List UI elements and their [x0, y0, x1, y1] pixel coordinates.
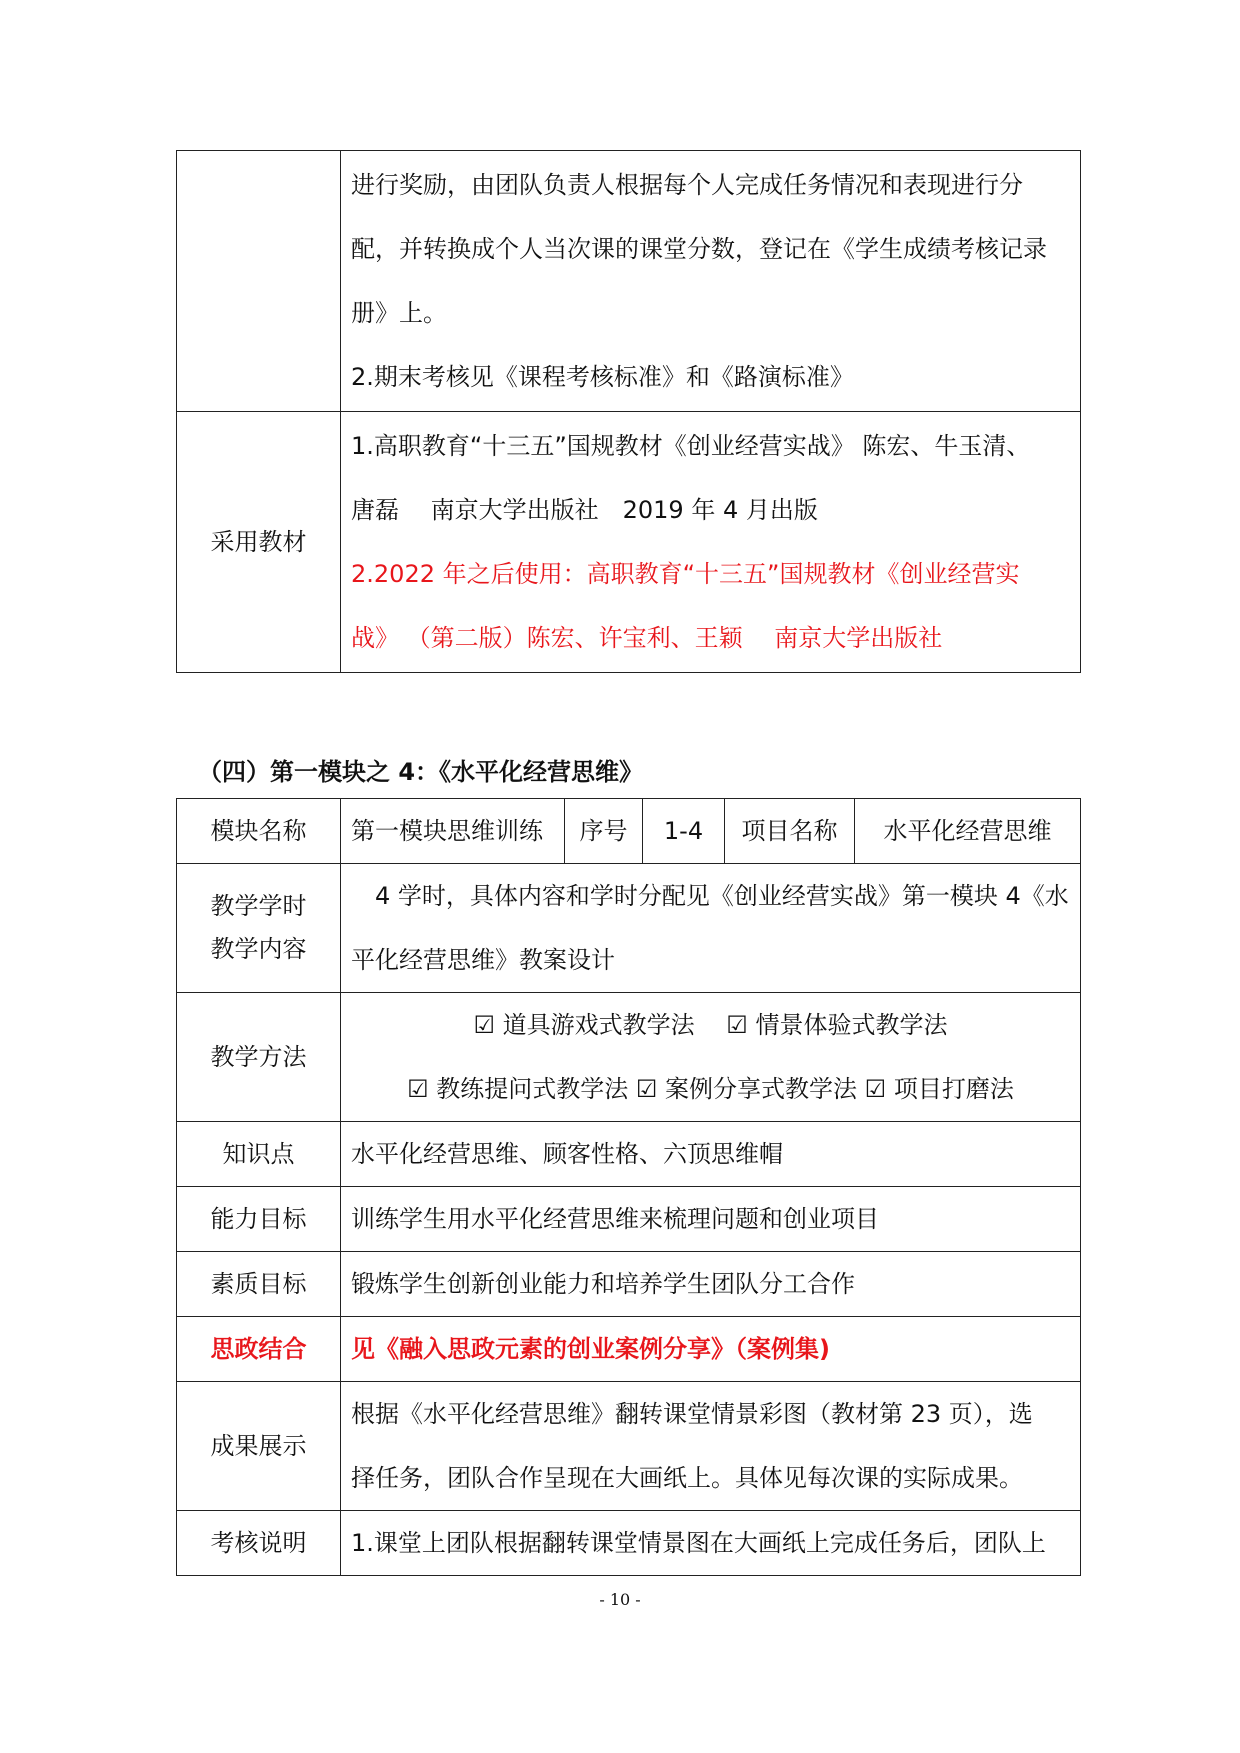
textbook-label: 采用教材: [177, 412, 341, 673]
exam-row: [177, 1511, 1081, 1576]
quality-value: 锻炼学生创新创业能力和培养学生团队分工合作: [341, 1252, 1081, 1317]
textbook-line: 唐磊 南京大学出版社 2019 年 4 月出版: [351, 496, 818, 524]
assessment-line: 进行奖励，由团队负责人根据每个人完成任务情况和表现进行分: [351, 171, 1023, 199]
methods-content-cell: [341, 993, 1081, 1122]
hours-line: 平化经营思维》教案设计: [351, 946, 615, 974]
ideology-row: [177, 1317, 1081, 1382]
hours-line: 4 学时，具体内容和学时分配见《创业经营实战》第一模块 4《水: [375, 882, 1069, 910]
serial-value: 1-4: [643, 799, 725, 864]
assessment-line: 2.期末考核见《课程考核标准》和《路演标准》: [351, 363, 854, 391]
knowledge-label: 知识点: [177, 1122, 341, 1187]
hours-label-1: 教学学时: [210, 892, 307, 920]
results-label: 成果展示: [177, 1382, 341, 1511]
hours-label-cell: [177, 864, 341, 993]
textbook-red-line: 2.2022 年之后使用：高职教育“十三五”国规教材《创业经营实: [351, 560, 1020, 588]
project-label: 项目名称: [725, 799, 855, 864]
ideology-value: 见《融入思政元素的创业案例分享》（案例集): [341, 1317, 1081, 1382]
ability-label: 能力目标: [177, 1187, 341, 1252]
textbook-content-cell: [341, 412, 1081, 673]
results-content-cell: [341, 1382, 1081, 1511]
textbook-row: [177, 412, 1081, 673]
assessment-line: 册》上。: [351, 299, 447, 327]
serial-label: 序号: [565, 799, 643, 864]
textbook-line: 1.高职教育“十三五”国规教材《创业经营实战》 陈宏、牛玉清、: [351, 432, 1031, 460]
knowledge-value: 水平化经营思维、顾客性格、六顶思维帽: [341, 1122, 1081, 1187]
assessment-label-cell: [177, 151, 341, 412]
hours-content-cell: [341, 864, 1081, 993]
methods-line-2: ☑ 教练提问式教学法 ☑ 案例分享式教学法 ☑ 项目打磨法: [407, 1075, 1014, 1103]
results-row: [177, 1382, 1081, 1511]
exam-value: 1.课堂上团队根据翻转课堂情景图在大画纸上完成任务后，团队上: [341, 1511, 1081, 1576]
page-number: - 10 -: [599, 1590, 641, 1609]
hours-row: [177, 864, 1081, 993]
knowledge-row: [177, 1122, 1081, 1187]
exam-label: 考核说明: [177, 1511, 341, 1576]
module-name-label: 模块名称: [177, 799, 341, 864]
module-table: [176, 798, 1081, 1576]
project-value: 水平化经营思维: [855, 799, 1081, 864]
assessment-line: 配，并转换成个人当次课的课堂分数，登记在《学生成绩考核记录: [351, 235, 1047, 263]
assessment-row: [177, 151, 1081, 412]
assessment-content-cell: [341, 151, 1081, 412]
ideology-label: 思政结合: [177, 1317, 341, 1382]
ability-row: [177, 1187, 1081, 1252]
section-heading: （四）第一模块之 4：《水平化经营思维》: [198, 758, 644, 786]
quality-row: [177, 1252, 1081, 1317]
results-line: 择任务，团队合作呈现在大画纸上。具体见每次课的实际成果。: [351, 1464, 1023, 1492]
methods-line-1: ☑ 道具游戏式教学法 ☑ 情景体验式教学法: [473, 1011, 948, 1039]
methods-row: [177, 993, 1081, 1122]
ability-value: 训练学生用水平化经营思维来梳理问题和创业项目: [341, 1187, 1081, 1252]
module-name-value: 第一模块思维训练: [341, 799, 565, 864]
hours-label-2: 教学内容: [210, 935, 307, 963]
textbook-red-line: 战》 （第二版）陈宏、许宝利、王颖 南京大学出版社: [351, 624, 943, 652]
assessment-textbook-table: [176, 150, 1081, 673]
results-line: 根据《水平化经营思维》翻转课堂情景彩图（教材第 23 页），选: [351, 1400, 1033, 1428]
module-name-row: [177, 799, 1081, 864]
methods-label: 教学方法: [177, 993, 341, 1122]
quality-label: 素质目标: [177, 1252, 341, 1317]
